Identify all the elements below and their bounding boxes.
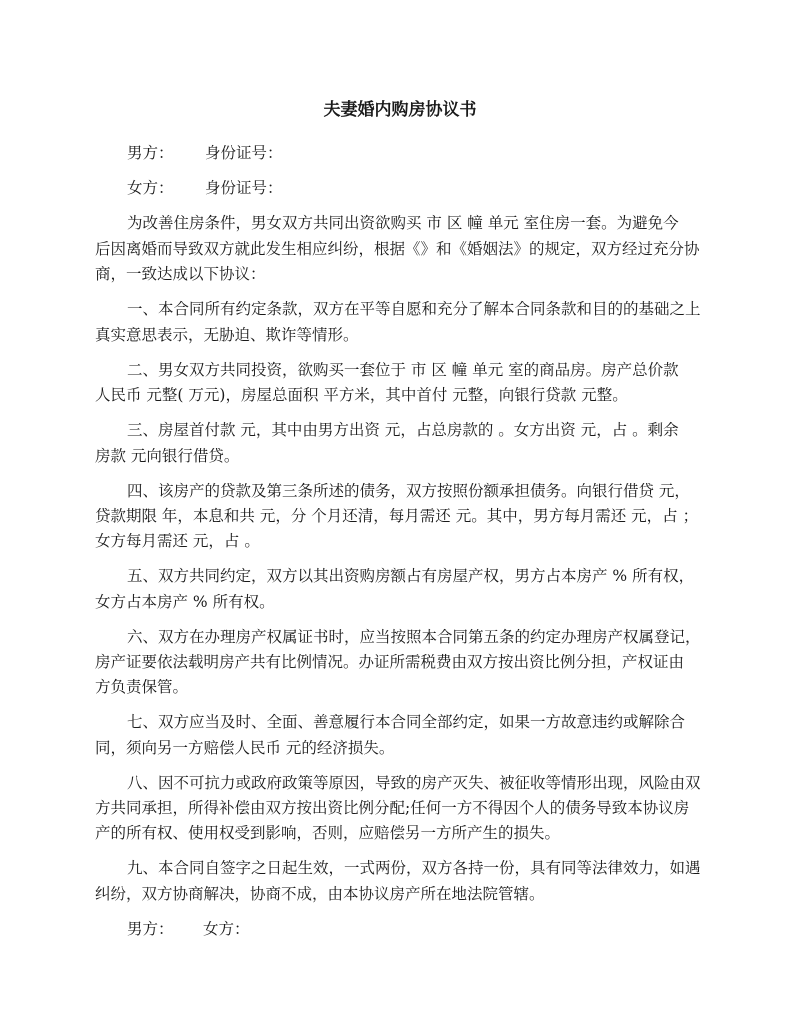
document-title: 夫妻婚内购房协议书 bbox=[323, 100, 477, 120]
wife-label: 女方： bbox=[127, 179, 174, 197]
paragraph-line: 方负责保管。 bbox=[95, 678, 189, 696]
paragraph-line: 八、因不可抗力或政府政策等原因，导致的房产灭失、被征收等情形出现，风险由双 bbox=[127, 774, 701, 792]
paragraph-line: 房产证要依法载明房产共有比例情况。办证所需税费由双方按出资比例分担，产权证由 bbox=[95, 653, 685, 671]
paragraph-line: 房款 元向银行借贷。 bbox=[95, 447, 240, 465]
paragraph-line: 真实意思表示，无胁迫、欺诈等情形。 bbox=[95, 326, 359, 344]
paragraph-line: 女方每月需还 元，占 。 bbox=[95, 532, 260, 550]
paragraph-line: 商，一致达成以下协议： bbox=[95, 265, 266, 283]
paragraph-line: 三、房屋首付款 元，其中由男方出资 元，占总房款的 。女方出资 元，占 。剩余 bbox=[127, 421, 679, 439]
paragraph-line: 为改善住房条件，男女双方共同出资欲购买 市 区 幢 单元 室住房一套。为避免今 bbox=[127, 214, 679, 232]
paragraph-line: 产的所有权、使用权受到影响，否则，应赔偿另一方所产生的损失。 bbox=[95, 824, 561, 842]
paragraph-line: 纠纷，双方协商解决，协商不成，由本协议房产所在地法院管辖。 bbox=[95, 885, 545, 903]
husband-id-label: 身份证号： bbox=[205, 144, 283, 162]
paragraph-line: 五、双方共同约定，双方以其出资购房额占有房屋产权，男方占本房产 % 所有权， bbox=[127, 567, 695, 585]
paragraph-line: 四、该房产的贷款及第三条所述的债务，双方按照份额承担债务。向银行借贷 元， bbox=[127, 482, 690, 500]
wife-id-label: 身份证号： bbox=[205, 179, 283, 197]
paragraph-line: 同，须向另一方赔偿人民币 元的经济损失。 bbox=[95, 739, 395, 757]
paragraph-line: 一、本合同所有约定条款，双方在平等自愿和充分了解本合同条款和目的的基础之上 bbox=[127, 300, 701, 318]
paragraph-line: 九、本合同自签字之日起生效，一式两份，双方各持一份，具有同等法律效力，如遇 bbox=[127, 859, 701, 877]
paragraph-line: 七、双方应当及时、全面、善意履行本合同全部约定，如果一方故意违约或解除合 bbox=[127, 713, 686, 731]
paragraph-line: 二、男女双方共同投资，欲购买一套位于 市 区 幢 单元 室的商品房。房产总价款 bbox=[127, 361, 679, 379]
husband-label: 男方： bbox=[127, 144, 174, 162]
paragraph-line: 方共同承担，所得补偿由双方按出资比例分配;任何一方不得因个人的债务导致本协议房 bbox=[95, 799, 690, 817]
paragraph-line: 贷款期限 年，本息和共 元，分 个月还清，每月需还 元。其中，男方每月需还 元，占 ； bbox=[95, 507, 699, 525]
paragraph-line: 女方占本房产 % 所有权。 bbox=[95, 593, 275, 611]
paragraph-line: 后因离婚而导致双方就此发生相应纠纷，根据《》和《婚姻法》的规定，双方经过充分协 bbox=[95, 240, 700, 258]
signature-wife-label: 女方： bbox=[203, 920, 250, 938]
paragraph-line: 人民币 元整( 万元)，房屋总面积 平方米，其中首付 元整，向银行贷款 元整。 bbox=[95, 386, 628, 404]
signature-husband-label: 男方： bbox=[127, 920, 174, 938]
paragraph-line: 六、双方在办理房产权属证书时，应当按照本合同第五条的约定办理房产权属登记， bbox=[127, 628, 701, 646]
